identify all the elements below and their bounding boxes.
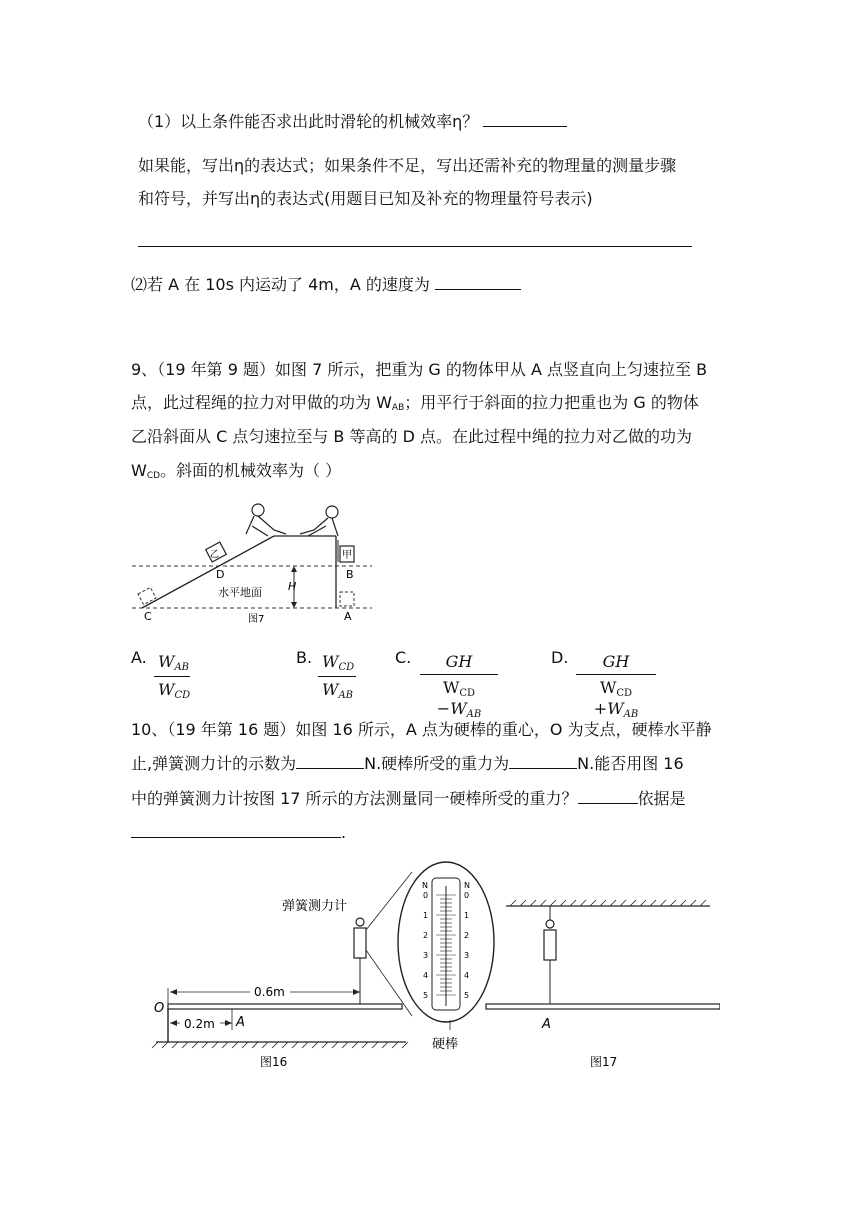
option-a-den: WCD — [158, 680, 191, 701]
q9-line-3: 乙沿斜面从 C 点匀速拉至与 B 等高的 D 点。在此过程中绳的拉力对乙做的功为 — [131, 427, 692, 446]
fig16-scale-tick-0-right: 0 — [464, 891, 470, 900]
q9-line-2 — [131, 393, 699, 418]
question-part-1 — [138, 112, 567, 132]
fig16-rod — [168, 1004, 402, 1009]
option-d-fraction[interactable] — [576, 652, 656, 720]
q10-line-3 — [131, 789, 686, 809]
q10-line-2 — [131, 754, 684, 774]
option-b-bar — [318, 676, 356, 677]
fig7-person-2-body — [300, 518, 338, 536]
fig7-person-1-body — [246, 516, 286, 536]
q10-line-3-b: 依据是 — [637, 789, 686, 808]
q10-line-2-c: N.能否用图 16 — [577, 754, 684, 773]
option-b-label[interactable]: B. — [296, 648, 313, 667]
q9-line-1: 9、（19 年第 9 题）如图 7 所示，把重为 G 的物体甲从 A 点竖直向上匀速拉至 B — [131, 360, 708, 379]
option-c-num: GH — [445, 652, 473, 671]
option-a-label[interactable]: A. — [131, 648, 147, 667]
fig7-label-c: C — [144, 610, 152, 623]
fig16-scale-ring — [356, 918, 364, 926]
figure-16-17 — [150, 858, 720, 1073]
fig17-rod — [486, 1004, 720, 1009]
q9-line-2-a: 点，此过程绳的拉力对甲做的功为 W — [131, 393, 392, 412]
option-d-num: GH — [602, 652, 630, 671]
fig7-label-a: A — [344, 610, 352, 623]
fig17-label-a: A — [542, 1017, 551, 1032]
q10-line-2-a: 止,弹簧测力计的示数为 — [131, 754, 297, 773]
fig16-spring-label: 弹簧测力计 — [282, 899, 348, 914]
fig16-scale-tick-2-right: 2 — [464, 931, 470, 940]
fig16-label-o: O — [154, 1001, 165, 1016]
q9-line-2-b: ；用平行于斜面的拉力把重也为 G 的物体 — [404, 393, 699, 412]
fig17-caption: 图17 — [590, 1055, 618, 1069]
q10-line-4 — [131, 823, 346, 843]
option-d-den: WCD +WAB — [593, 678, 639, 720]
fig7-box-a — [340, 592, 354, 606]
option-a-num: WAB — [158, 652, 190, 673]
q9-line-4 — [131, 461, 341, 486]
option-b-fraction[interactable] — [318, 652, 356, 701]
fig16-scale-tick-2-left: 2 — [423, 931, 429, 940]
fig16-scale-tick-4-left: 4 — [423, 971, 429, 980]
fig16-scale-tick-1-left: 1 — [423, 911, 429, 920]
answer-blank-rod-weight[interactable] — [509, 754, 577, 769]
fig7-person-1-head — [252, 504, 264, 516]
option-b-num: WCD — [322, 652, 355, 673]
fig16-scale-tick-0-left: 0 — [423, 891, 429, 900]
fig16-dim-06-label: 0.6m — [254, 985, 285, 999]
option-d-bar — [576, 674, 656, 675]
option-d-label[interactable]: D. — [551, 648, 569, 667]
option-c-den: WCD −WAB — [436, 678, 482, 720]
answer-blank-long[interactable] — [138, 246, 692, 247]
fig16-dim-06-arrow-left — [170, 989, 177, 995]
fig7-label-yi: 乙 — [210, 550, 220, 560]
fig16-dim-02-label: 0.2m — [184, 1017, 215, 1031]
part-1-instruction-line-2: 和符号，并写出η的表达式(用题目已知及补充的物理量符号表示) — [138, 189, 593, 208]
fig17-scale-ring — [546, 920, 554, 928]
fig7-label-jia: 甲 — [342, 550, 352, 561]
option-c-bar — [420, 674, 498, 675]
fig16-label-a: A — [236, 1015, 245, 1030]
q10-line-2-b: N.硬棒所受的重力为 — [364, 754, 510, 773]
fig7-label-h: H — [288, 580, 297, 593]
fig16-scale-tick-5-left: 5 — [423, 991, 429, 1000]
fig16-dim-02-arrow-right — [225, 1020, 232, 1026]
fig16-scale-tick-1-right: 1 — [464, 911, 470, 920]
fig16-scale-n-left: N — [422, 881, 428, 890]
part-1-instruction-line-1: 如果能，写出η的表达式；如果条件不足，写出还需补充的物理量的测量步骤 — [138, 156, 677, 175]
option-a-bar — [154, 676, 190, 677]
figure-7 — [128, 500, 378, 628]
option-a-fraction[interactable] — [154, 652, 190, 701]
fig7-person-2-head — [326, 506, 338, 518]
answer-blank-can-measure[interactable] — [578, 789, 638, 804]
option-b-den: WAB — [322, 680, 354, 701]
q9-sub-ab: AB — [391, 403, 405, 413]
question-part-2 — [131, 275, 521, 295]
fig16-caption: 图16 — [260, 1055, 288, 1069]
fig16-dim-06-arrow-right — [353, 989, 360, 995]
fig16-scale-body — [354, 928, 366, 958]
answer-blank-spring-reading[interactable] — [296, 754, 364, 769]
option-c-fraction[interactable] — [420, 652, 498, 720]
fig7-label-ground: 水平地面 — [218, 586, 262, 599]
fig7-label-b: B — [346, 568, 354, 581]
answer-blank-1[interactable] — [483, 112, 567, 127]
q9-sub-cd: CD — [146, 471, 161, 481]
answer-blank-reason[interactable] — [131, 823, 341, 838]
fig7-label-d: D — [216, 568, 225, 581]
fig16-scale-tick-3-right: 3 — [464, 951, 470, 960]
fig7-caption: 图7 — [248, 614, 265, 625]
fig17-scale-body — [544, 930, 556, 960]
fig16-dim-02-arrow-left — [170, 1020, 177, 1026]
fig16-scale-tick-4-right: 4 — [464, 971, 470, 980]
q9-line-4-a: W — [131, 461, 147, 480]
fig16-scale-tick-3-left: 3 — [423, 951, 429, 960]
part-1-text: （1）以上条件能否求出此时滑轮的机械效率η？ — [138, 112, 479, 131]
q10-line-3-a: 中的弹簧测力计按图 17 所示的方法测量同一硬棒所受的重力？ — [131, 789, 578, 808]
fig7-h-arrow-up — [291, 566, 297, 572]
q9-line-4-b: 。斜面的机械效率为（ ） — [160, 461, 342, 480]
q10-line-4-end: . — [341, 823, 347, 842]
answer-blank-2[interactable] — [435, 275, 521, 290]
fig16-ground-hatch — [152, 1042, 408, 1048]
option-c-label[interactable]: C. — [395, 648, 412, 667]
fig7-h-arrow-down — [291, 602, 297, 608]
q10-line-1: 10、（19 年第 16 题）如图 16 所示，A 点为硬棒的重心，O 为支点，硬棒水平静 — [131, 720, 712, 739]
fig16-rod-label: 硬棒 — [432, 1037, 459, 1052]
fig17-ceiling-hatch — [510, 900, 706, 906]
fig16-scale-n-right: N — [464, 881, 470, 890]
fig16-scale-tick-5-right: 5 — [464, 991, 470, 1000]
part-2-text: ⑵若 A 在 10s 内运动了 4m，A 的速度为 — [131, 275, 430, 294]
